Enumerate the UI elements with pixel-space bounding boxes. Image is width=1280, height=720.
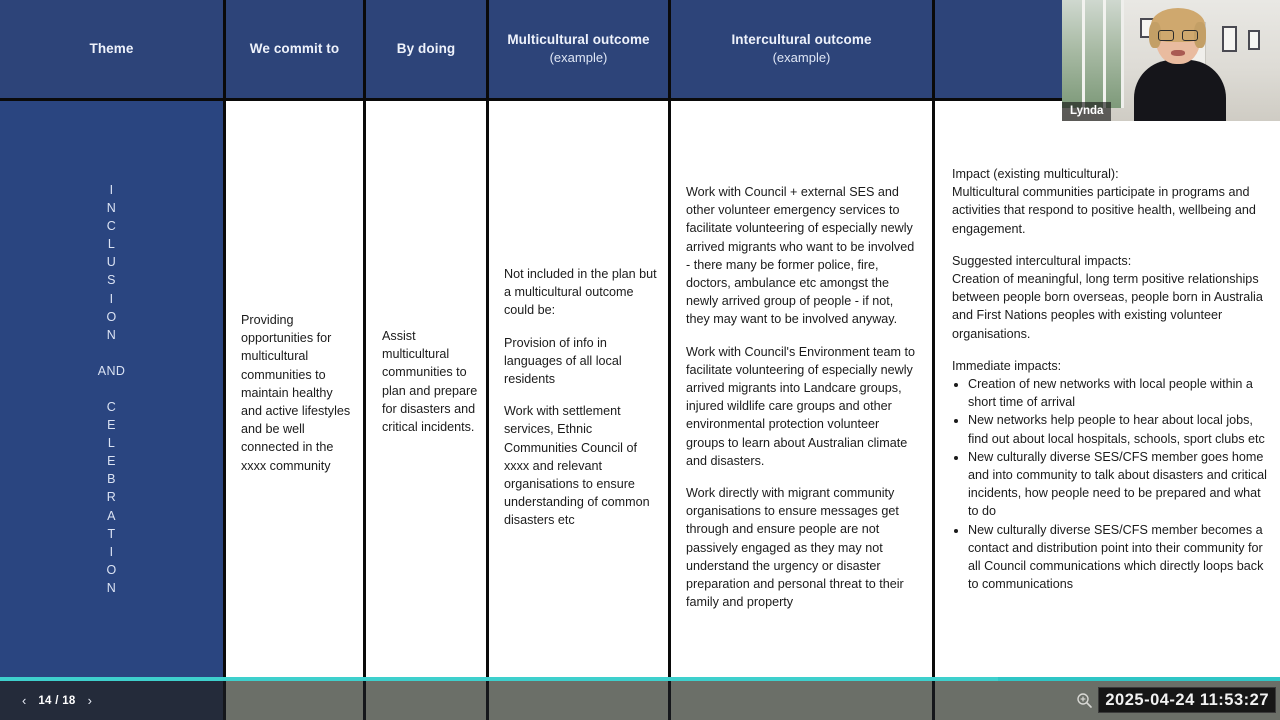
- table-column-we-commit-to: [223, 0, 363, 677]
- wall-picture-frame: [1222, 26, 1237, 52]
- theme-letter: I: [109, 544, 114, 559]
- paragraph: Work with Council + external SES and other volunteer emergency services to facilitate volunteering of especially newly arrived migrants who want to be involved - there many be former police, fire, doctors, ambulance etc amongst the newly arrived group of people - if not, they may want to be involved anyway.: [686, 185, 915, 327]
- impact-existing-text: Multicultural communities participate in programs and activities that respond to positive health, wellbeing and engagement.: [952, 185, 1256, 236]
- paragraph: Work directly with migrant community organisations to ensure messages get through and ensure people are not passively engaged as they may not understand the urgency or disaster preparation and personal threat to their family and property: [686, 486, 904, 610]
- theme-letter: O: [106, 309, 117, 324]
- strip-cell: [486, 681, 668, 720]
- column-header-title: Theme: [89, 41, 134, 57]
- theme-vertical-text: [98, 181, 126, 597]
- cell-we-commit-to: [226, 101, 363, 677]
- participant-name-label: Lynda: [1062, 102, 1111, 121]
- impact-immediate-list: [952, 375, 1270, 593]
- table-column-multicultural-outcome: [486, 0, 668, 677]
- glasses-lens: [1182, 30, 1198, 41]
- list-item: • New culturally diverse SES/CFS member goes home and into community to talk about disasters and critical incidents, how people need to be prepared and what to do: [968, 448, 1270, 521]
- magnifier-icon[interactable]: [1076, 692, 1093, 709]
- table-column-by-doing: [363, 0, 486, 677]
- theme-letter: R: [106, 490, 117, 505]
- theme-cell: [0, 101, 223, 677]
- paragraph: Work with Council's Environment team to facilitate volunteering of especially newly arrived migrants into Landcare groups, injured wildlife care groups and other environmental protection volunteer groups to learn about Australian climate and disasters.: [686, 344, 915, 468]
- theme-letter: S: [107, 273, 116, 288]
- window-backdrop: [1062, 0, 1124, 108]
- cell-multicultural-outcome: [489, 101, 668, 677]
- column-header-title: We commit to: [249, 41, 340, 57]
- cell-text: [935, 101, 1280, 593]
- paragraph: [952, 165, 1270, 238]
- table-column-intercultural-outcome: [668, 0, 932, 677]
- cell-text: Assist multicultural communities to plan and prepare for disasters and critical incidents.: [382, 329, 478, 435]
- participant-mouth: [1171, 50, 1185, 56]
- bottom-toolbar: [0, 681, 1280, 720]
- column-header-title: Multicultural outcome: [507, 31, 650, 47]
- column-header-intercultural-outcome: [671, 0, 932, 101]
- cell-text: Providing opportunities for multicultural communities to maintain healthy and active lifestyles and be well connected in the xxxx community: [241, 313, 351, 473]
- window-mullion: [1082, 0, 1085, 108]
- theme-letter: E: [107, 454, 116, 469]
- theme-letter: L: [107, 237, 116, 252]
- previous-slide-button[interactable]: ‹: [22, 693, 27, 708]
- column-header-title: By doing: [396, 41, 456, 57]
- paragraph: Work with settlement services, Ethnic Communities Council of xxxx and relevant organisations to ensure understanding of common disasters etc: [504, 404, 650, 528]
- cell-by-doing: [366, 101, 486, 677]
- theme-letter: C: [106, 399, 117, 414]
- strip-cell: [363, 681, 486, 720]
- cell-text: [489, 101, 668, 530]
- next-slide-button[interactable]: ›: [87, 693, 92, 708]
- column-header-subtitle: (example): [772, 50, 831, 66]
- theme-letter: E: [107, 418, 116, 433]
- glasses-lens: [1158, 30, 1174, 41]
- impact-suggested-text: Creation of meaningful, long term positive relationships between people born overseas, people born in Australia and First Nations peoples with existing volunteer organisations.: [952, 272, 1263, 341]
- cell-intercultural-outcome: [671, 101, 932, 677]
- theme-letter: U: [106, 255, 117, 270]
- participant-torso: [1134, 60, 1226, 121]
- theme-letter: N: [106, 327, 117, 342]
- paragraph: Provision of info in languages of all local residents: [504, 335, 622, 387]
- strip-cell: [668, 681, 932, 720]
- theme-letter: N: [106, 201, 117, 216]
- slide-navigation: [0, 681, 223, 720]
- impact-existing-label: Impact (existing multicultural):: [952, 167, 1119, 181]
- impact-suggested-label: Suggested intercultural impacts:: [952, 253, 1132, 268]
- impact-immediate-label: Immediate impacts:: [952, 358, 1062, 373]
- paragraph: [952, 252, 1270, 343]
- theme-letter: C: [106, 219, 117, 234]
- theme-conjunction: AND: [97, 363, 126, 378]
- cell-the-impact: [935, 101, 1280, 677]
- paragraph: Not included in the plan but a multicultural outcome could be:: [504, 267, 657, 318]
- theme-letter: I: [109, 183, 114, 198]
- theme-letter: L: [107, 436, 116, 451]
- column-header-by-doing: [366, 0, 486, 101]
- theme-letter: B: [107, 472, 116, 487]
- glasses-icon: [1158, 30, 1198, 41]
- window-mullion: [1103, 0, 1106, 108]
- theme-letter: T: [107, 526, 116, 541]
- column-header-title: Intercultural outcome: [731, 31, 872, 47]
- column-header-multicultural-outcome: [489, 0, 668, 101]
- column-header-theme: [0, 0, 223, 101]
- strip-cell: [223, 681, 363, 720]
- page-counter: 14 / 18: [38, 694, 76, 707]
- theme-letter: N: [106, 580, 117, 595]
- cell-text: [671, 101, 932, 611]
- column-header-we-commit-to: [226, 0, 363, 101]
- wall-picture-frame: [1248, 30, 1260, 50]
- participant-video-tile[interactable]: [1062, 0, 1280, 121]
- recording-timestamp: 2025-04-24 11:53:27: [1098, 687, 1276, 713]
- theme-letter: O: [106, 562, 117, 577]
- theme-letter: I: [109, 291, 114, 306]
- list-item: • Creation of new networks with local people within a short time of arrival: [968, 375, 1270, 411]
- list-item: • New culturally diverse SES/CFS member becomes a contact and distribution point into their community for all Council communications which directly loops back to communications: [968, 521, 1270, 594]
- column-header-subtitle: (example): [549, 50, 608, 66]
- list-item: • New networks help people to hear about local jobs, find out about local hospitals, schools, sport clubs etc: [968, 411, 1270, 447]
- theme-letter: A: [107, 508, 116, 523]
- table-column-theme: [0, 0, 223, 677]
